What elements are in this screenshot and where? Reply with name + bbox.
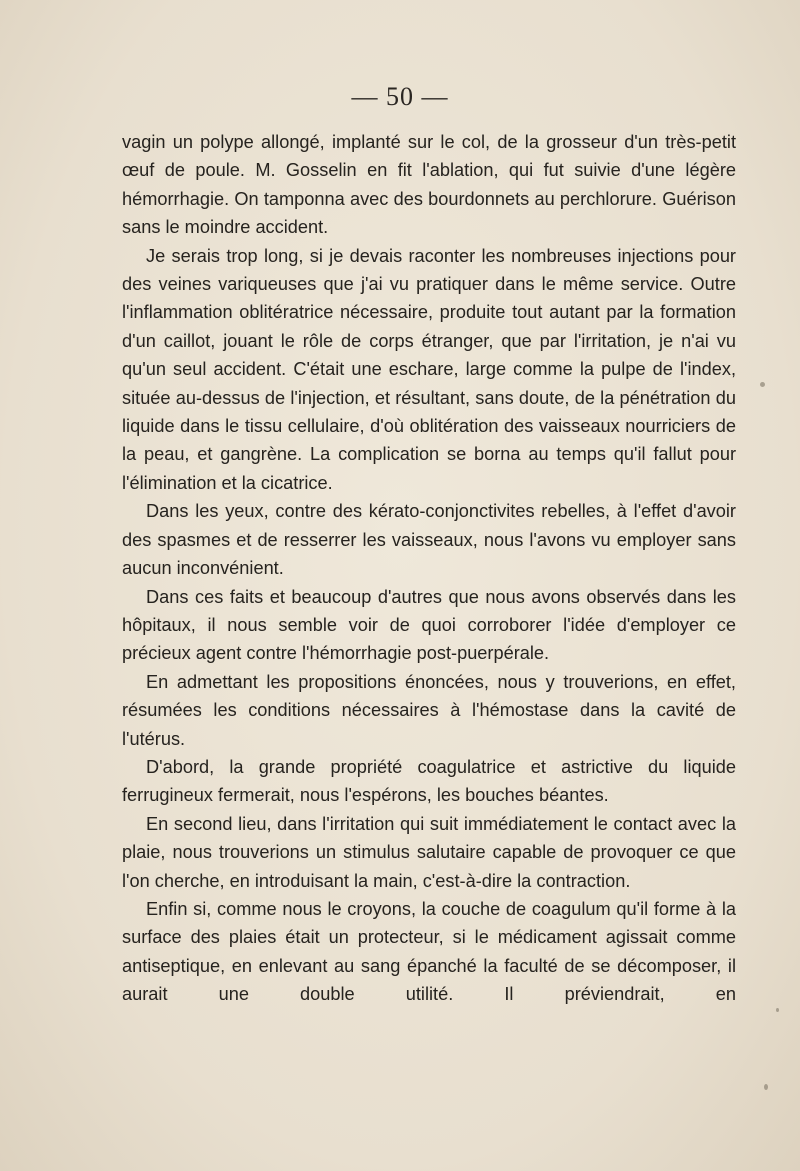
- paragraph-6: D'abord, la grande propriété coagulatrice et astrictive du liquide ferrugineux fermerait, nous l'espérons, les bouches béantes.: [122, 756, 736, 806]
- page-number: — 50 —: [351, 82, 449, 111]
- paragraph-4: Dans ces faits et beaucoup d'autres que nous avons observés dans les hôpitaux, il nous semble voir de quoi corroborer l'idée d'employer ce précieux agent contre l'hémorrhagie post-puerpérale.: [122, 586, 736, 664]
- paper-speck: [760, 382, 765, 387]
- paper-speck: [764, 1084, 768, 1090]
- paragraph-2: Je serais trop long, si je devais raconter les nombreuses injections pour des veines variqueuses que j'ai vu pratiquer dans le même service. Outre l'inflammation oblitératrice nécessaire, produite tout autant par la formation d'un caillot, jouant le rôle de corps étranger, que par l'irritation, je n'ai vu qu'un seul accident. C'était une eschare, large comme la pulpe de l'index, située au-dessus de l'injection, et résultant, sans doute, de la pénétration du liquide dans le tissu cellulaire, d'où oblitération des vaisseaux nourriciers de la peau, et gangrène. La complication se borna au temps qu'il fallut pour l'élimination et la cicatrice.: [122, 245, 736, 493]
- body-text: [122, 128, 736, 1009]
- paragraph-8: Enfin si, comme nous le croyons, la couche de coagulum qu'il forme à la surface des plaies était un protecteur, si le médicament agissait comme antiseptique, en enlevant au sang épanché la faculté de se décomposer, il aurait une double utilité. Il préviendrait, en: [122, 898, 736, 1005]
- paragraph-5: En admettant les propositions énoncées, nous y trouverions, en effet, résumées les conditions nécessaires à l'hémostase dans la cavité de l'utérus.: [122, 671, 736, 749]
- paper-speck: [776, 1008, 779, 1012]
- paragraph-3: Dans les yeux, contre des kérato-conjonctivites rebelles, à l'effet d'avoir des spasmes et de resserrer les vaisseaux, nous l'avons vu employer sans aucun inconvénient.: [122, 501, 736, 579]
- paragraph-1: vagin un polype allongé, implanté sur le col, de la grosseur d'un très-petit œuf de poule. M. Gosselin en fit l'ablation, qui fut suivie d'une légère hémorrhagie. On tamponna avec des bourdonnets au perchlorure. Guérison sans le moindre accident.: [122, 132, 736, 238]
- paragraph-7: En second lieu, dans l'irritation qui suit immédiatement le contact avec la plaie, nous trouverions un stimulus salutaire capable de provoquer ce que l'on cherche, en introduisant la main, c'est-à-dire la contraction.: [122, 813, 736, 891]
